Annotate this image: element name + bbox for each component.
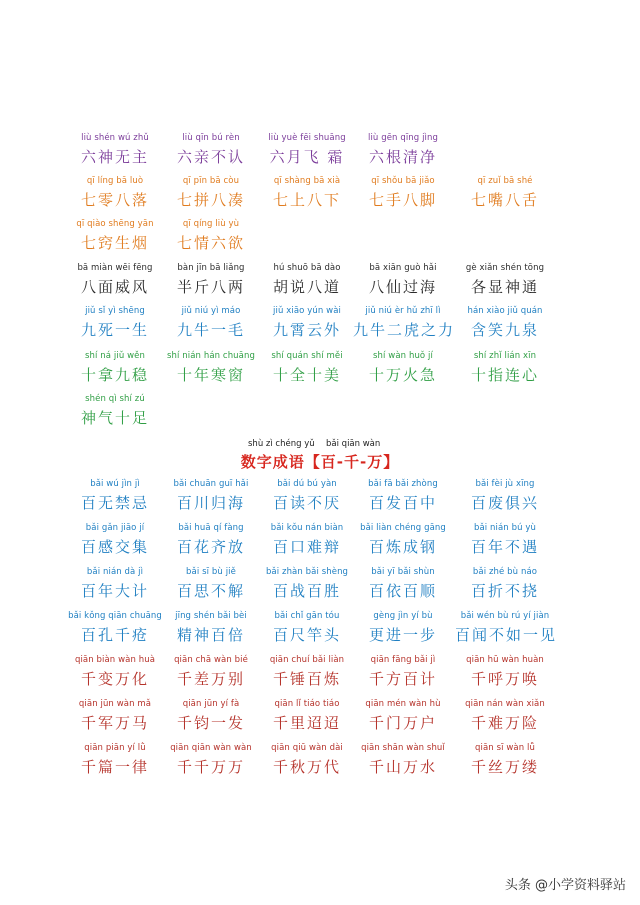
idiom-row	[0, 350, 640, 394]
idiom-text: 百折不挠	[470, 582, 539, 600]
idiom-item	[353, 175, 453, 210]
idiom-pinyin: bǎi zhàn bǎi shèng	[265, 567, 349, 577]
idiom-text: 各显神通	[470, 278, 539, 296]
idiom-pinyin: bǎi wén bù rú yí jiàn	[460, 611, 550, 621]
idiom-item	[353, 262, 453, 297]
idiom-pinyin: hú shuō bā dào	[273, 263, 341, 273]
idiom-text: 千山万水	[368, 758, 437, 776]
idiom-item	[161, 305, 261, 340]
idiom-item	[161, 522, 261, 557]
idiom-pinyin: shén qì shí zú	[85, 394, 145, 404]
idiom-item	[161, 262, 261, 297]
idiom-row	[0, 610, 640, 654]
idiom-item	[65, 175, 165, 210]
section-title	[0, 438, 640, 472]
idiom-item	[65, 698, 165, 733]
idiom-pinyin: qiān qiān wàn wàn	[170, 743, 252, 753]
idiom-pinyin: qiān hū wàn huàn	[466, 655, 544, 665]
idiom-text: 百口难辩	[272, 538, 341, 556]
idiom-text: 百年不遇	[470, 538, 539, 556]
idiom-text: 千难万险	[470, 714, 539, 732]
idiom-item	[161, 654, 261, 689]
idiom-text: 百年大计	[80, 582, 149, 600]
idiom-text: 十万火急	[368, 366, 437, 384]
idiom-text: 千方百计	[368, 670, 437, 688]
idiom-text: 百感交集	[80, 538, 149, 556]
idiom-item	[353, 132, 453, 167]
idiom-row	[0, 393, 640, 437]
idiom-row	[0, 654, 640, 698]
idiom-pinyin: qiān jūn wàn mǎ	[78, 699, 152, 709]
idiom-text: 千差万别	[176, 670, 245, 688]
idiom-pinyin: bǎi sī bù jiě	[186, 567, 236, 577]
idiom-item	[161, 698, 261, 733]
idiom-item	[161, 175, 261, 210]
idiom-pinyin: qī líng bā luò	[86, 176, 144, 186]
idiom-item	[161, 566, 261, 601]
idiom-text: 百废俱兴	[470, 494, 539, 512]
idiom-text: 九牛二虎之力	[353, 321, 456, 339]
idiom-pinyin: bàn jīn bā liǎng	[177, 263, 245, 273]
idiom-item	[353, 350, 453, 385]
idiom-pinyin: bǎi fèi jù xīng	[475, 479, 535, 489]
idiom-item	[257, 610, 357, 645]
idiom-row	[0, 478, 640, 522]
idiom-item	[257, 654, 357, 689]
idiom-pinyin: qī qiào shēng yān	[76, 219, 154, 229]
idiom-pinyin: qiān piān yí lǜ	[84, 743, 146, 753]
idiom-pinyin: bǎi kǒng qiān chuāng	[68, 611, 162, 621]
idiom-item	[65, 566, 165, 601]
idiom-item	[161, 478, 261, 513]
idiom-pinyin: qī qíng liù yù	[182, 219, 240, 229]
idiom-pinyin: qiān lǐ tiáo tiáo	[274, 699, 340, 709]
idiom-row	[0, 522, 640, 566]
idiom-text: 百炼成钢	[368, 538, 437, 556]
idiom-pinyin: bā miàn wēi fēng	[77, 263, 153, 273]
idiom-item	[257, 522, 357, 557]
idiom-item	[353, 698, 453, 733]
idiom-pinyin: qī shàng bā xià	[273, 176, 341, 186]
idiom-item	[455, 610, 558, 645]
idiom-pinyin: qiān nán wàn xiǎn	[465, 699, 545, 709]
idiom-item	[65, 218, 165, 253]
idiom-text: 十拿九稳	[80, 366, 149, 384]
idiom-row	[0, 742, 640, 786]
idiom-item	[65, 393, 165, 428]
idiom-row	[0, 132, 640, 176]
idiom-item	[161, 218, 261, 253]
idiom-item	[353, 566, 453, 601]
idiom-pinyin: qiān qiū wàn dài	[271, 743, 343, 753]
idiom-item	[65, 132, 165, 167]
idiom-text: 七嘴八舌	[470, 191, 539, 209]
idiom-row	[0, 175, 640, 219]
idiom-item	[257, 478, 357, 513]
idiom-pinyin: shí quán shí měi	[271, 351, 343, 361]
idiom-pinyin: jiǔ xiāo yún wài	[273, 306, 341, 316]
idiom-row	[0, 566, 640, 610]
idiom-item	[353, 478, 453, 513]
idiom-text: 百孔千疮	[80, 626, 149, 644]
idiom-item	[65, 305, 165, 340]
idiom-pinyin: jiǔ niú èr hǔ zhī lì	[365, 306, 441, 316]
idiom-item	[257, 350, 357, 385]
idiom-item	[65, 262, 165, 297]
title-text: 数字成语【百-千-万】	[240, 453, 400, 471]
idiom-item	[65, 478, 165, 513]
watermark: 头条 @小学资料驿站	[504, 878, 626, 893]
idiom-pinyin: gèng jìn yí bù	[373, 611, 433, 621]
idiom-text: 胡说八道	[272, 278, 341, 296]
idiom-pinyin: liù qīn bú rèn	[182, 133, 240, 143]
idiom-pinyin: qiān fāng bǎi jì	[370, 655, 436, 665]
idiom-pinyin: jiǔ niú yì máo	[181, 306, 241, 316]
idiom-pinyin: bǎi gǎn jiāo jí	[85, 523, 145, 533]
idiom-item	[455, 698, 555, 733]
idiom-item	[257, 566, 357, 601]
idiom-text: 七窍生烟	[80, 234, 149, 252]
idiom-pinyin: jiǔ sǐ yì shēng	[85, 306, 145, 316]
idiom-item	[455, 566, 555, 601]
idiom-pinyin: bā xiān guò hǎi	[369, 263, 437, 273]
idiom-pinyin: qiān mén wàn hù	[365, 699, 441, 709]
idiom-item	[455, 262, 555, 297]
idiom-text: 千变万化	[80, 670, 149, 688]
idiom-pinyin: bǎi liàn chéng gāng	[360, 523, 446, 533]
idiom-text: 千篇一律	[80, 758, 149, 776]
idiom-pinyin: bǎi nián bú yù	[473, 523, 537, 533]
idiom-item	[455, 478, 555, 513]
idiom-item	[65, 742, 165, 777]
idiom-item	[353, 522, 453, 557]
idiom-text: 精神百倍	[176, 626, 245, 644]
title-pinyin-2: bǎi qiān wàn	[326, 439, 381, 449]
idiom-row	[0, 698, 640, 742]
idiom-text: 千锤百炼	[272, 670, 341, 688]
idiom-item	[455, 654, 555, 689]
idiom-text: 九牛一毛	[176, 321, 245, 339]
idiom-pinyin: liù yuè fēi shuāng	[268, 133, 346, 143]
idiom-text: 百无禁忌	[80, 494, 149, 512]
idiom-item	[65, 522, 165, 557]
idiom-item	[257, 305, 357, 340]
idiom-pinyin: bǎi chuān guī hǎi	[173, 479, 249, 489]
idiom-item	[353, 654, 453, 689]
idiom-item	[65, 350, 165, 385]
idiom-text: 七拼八凑	[176, 191, 245, 209]
idiom-pinyin: qiān biàn wàn huà	[74, 655, 156, 665]
idiom-text: 千千万万	[176, 758, 245, 776]
idiom-item	[455, 742, 555, 777]
idiom-text: 百尺竿头	[272, 626, 341, 644]
idiom-pinyin: hán xiào jiǔ quán	[467, 306, 543, 316]
idiom-text: 七手八脚	[368, 191, 437, 209]
idiom-pinyin: bǎi zhé bù náo	[472, 567, 538, 577]
idiom-text: 千呼万唤	[470, 670, 539, 688]
idiom-pinyin: shí nián hán chuāng	[167, 351, 255, 361]
idiom-pinyin: bǎi nián dà jì	[86, 567, 144, 577]
idiom-text: 八面威风	[80, 278, 149, 296]
title-pinyin-1: shù zì chéng yǔ	[248, 439, 315, 449]
idiom-text: 百花齐放	[176, 538, 245, 556]
idiom-text: 百闻不如一见	[455, 626, 558, 644]
idiom-item	[455, 350, 555, 385]
idiom-pinyin: qiān chuí bǎi liàn	[269, 655, 345, 665]
idiom-text: 千丝万缕	[470, 758, 539, 776]
idiom-row	[0, 262, 640, 306]
idiom-item	[353, 305, 456, 340]
idiom-pinyin: bǎi fā bǎi zhòng	[368, 479, 438, 489]
idiom-text: 百读不厌	[272, 494, 341, 512]
idiom-text: 含笑九泉	[470, 321, 539, 339]
idiom-pinyin: bǎi wú jìn jì	[90, 479, 140, 489]
idiom-pinyin: gè xiǎn shén tōng	[465, 263, 545, 273]
idiom-pinyin: qī shǒu bā jiǎo	[371, 176, 435, 186]
idiom-text: 更进一步	[368, 626, 437, 644]
idiom-item	[161, 610, 261, 645]
idiom-row	[0, 218, 640, 262]
idiom-text: 百发百中	[368, 494, 437, 512]
idiom-text: 六神无主	[80, 148, 149, 166]
idiom-text: 百思不解	[176, 582, 245, 600]
idiom-text: 七上八下	[272, 191, 341, 209]
idiom-item	[353, 742, 453, 777]
idiom-text: 六月飞 霜	[269, 148, 345, 166]
idiom-text: 千军万马	[80, 714, 149, 732]
idiom-item	[353, 610, 453, 645]
idiom-item	[455, 175, 555, 210]
idiom-item	[455, 522, 555, 557]
idiom-pinyin: shí wàn huǒ jí	[373, 351, 433, 361]
idiom-text: 千门万户	[368, 714, 437, 732]
idiom-text: 百依百顺	[368, 582, 437, 600]
idiom-pinyin: qī pīn bā còu	[182, 176, 240, 186]
idiom-item	[65, 654, 165, 689]
idiom-text: 神气十足	[80, 409, 149, 427]
idiom-item	[455, 305, 555, 340]
idiom-text: 十年寒窗	[176, 366, 245, 384]
idiom-pinyin: liù shén wú zhǔ	[81, 133, 149, 143]
idiom-text: 千钧一发	[176, 714, 245, 732]
idiom-text: 十指连心	[470, 366, 539, 384]
idiom-text: 十全十美	[272, 366, 341, 384]
idiom-row	[0, 305, 640, 349]
idiom-pinyin: qiān chā wàn bié	[174, 655, 248, 665]
idiom-item	[257, 175, 357, 210]
idiom-text: 百战百胜	[272, 582, 341, 600]
idiom-pinyin: bǎi yī bǎi shùn	[371, 567, 435, 577]
idiom-pinyin: liù gēn qīng jìng	[368, 133, 438, 143]
idiom-item	[161, 742, 261, 777]
idiom-pinyin: qiān jūn yí fà	[182, 699, 240, 709]
idiom-text: 九死一生	[80, 321, 149, 339]
idiom-text: 六亲不认	[176, 148, 245, 166]
idiom-pinyin: jīng shén bǎi bèi	[175, 611, 247, 621]
idiom-text: 六根清净	[368, 148, 437, 166]
idiom-item	[257, 132, 357, 167]
idiom-text: 半斤八两	[176, 278, 245, 296]
idiom-pinyin: shí zhǐ lián xīn	[473, 351, 537, 361]
idiom-item	[161, 350, 261, 385]
idiom-pinyin: bǎi kǒu nán biàn	[270, 523, 344, 533]
idiom-pinyin: bǎi chǐ gān tóu	[274, 611, 340, 621]
idiom-text: 八仙过海	[368, 278, 437, 296]
idiom-item	[161, 132, 261, 167]
idiom-pinyin: shí ná jiǔ wěn	[85, 351, 145, 361]
idiom-text: 千里迢迢	[272, 714, 341, 732]
idiom-pinyin: qī zuǐ bā shé	[477, 176, 533, 186]
idiom-text: 千秋万代	[272, 758, 341, 776]
idiom-pinyin: bǎi dú bú yàn	[277, 479, 337, 489]
idiom-pinyin: qiān sī wàn lǚ	[475, 743, 535, 753]
idiom-item	[257, 742, 357, 777]
idiom-item	[257, 698, 357, 733]
idiom-text: 七零八落	[80, 191, 149, 209]
idiom-text: 百川归海	[176, 494, 245, 512]
idiom-text: 九霄云外	[272, 321, 341, 339]
idiom-pinyin: qiān shān wàn shuǐ	[361, 743, 445, 753]
idiom-item	[65, 610, 165, 645]
idiom-item	[257, 262, 357, 297]
idiom-pinyin: bǎi huā qí fàng	[178, 523, 244, 533]
idiom-text: 七情六欲	[176, 234, 245, 252]
